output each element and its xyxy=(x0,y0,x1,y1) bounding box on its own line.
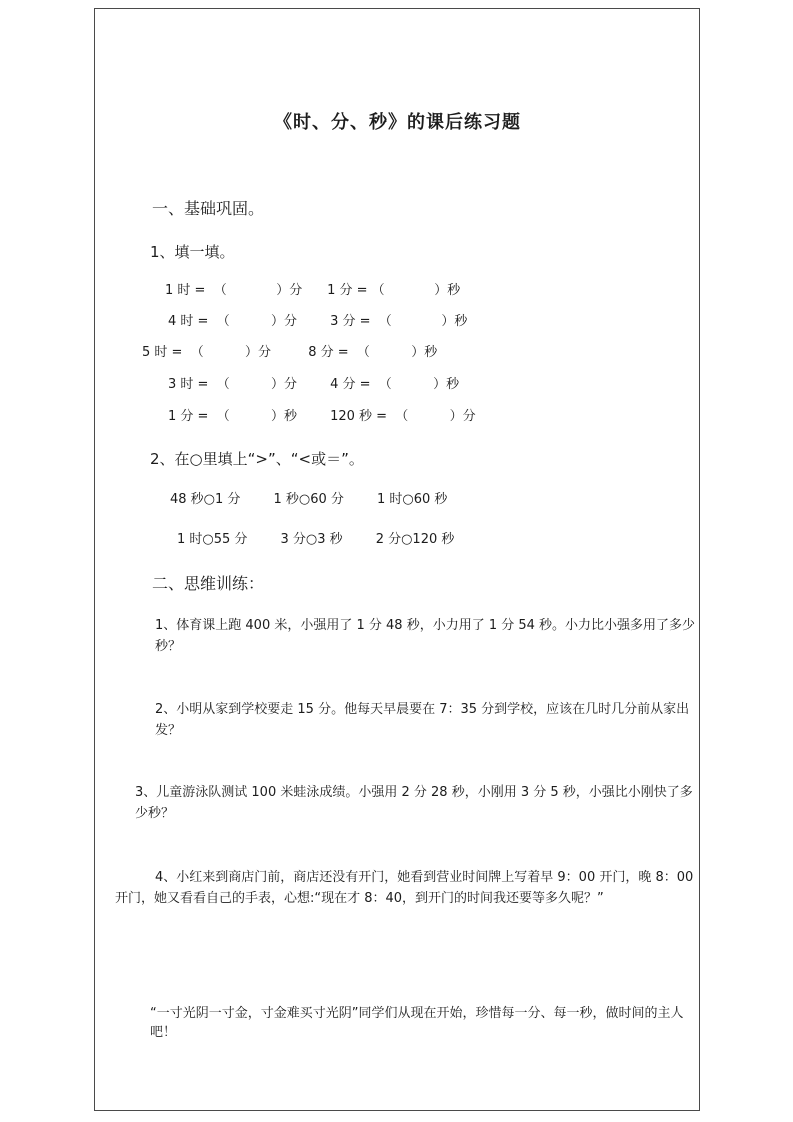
fill-in-label: 1、填一填。 xyxy=(150,243,235,261)
compare-line: 1 时○55 分 3 分○3 秒 2 分○120 秒 xyxy=(177,532,455,547)
compare-line: 48 秒○1 分 1 秒○60 分 1 时○60 秒 xyxy=(170,492,448,507)
fill-in-line: 3 时 = （ ）分 4 分 = （ ）秒 xyxy=(168,377,460,392)
word-problem-1: 1、体育课上跑 400 米，小强用了 1 分 48 秒，小力用了 1 分 54 秒。小力比小强多用了多少秒？ xyxy=(155,618,696,654)
word-problem-4: 4、小红来到商店门前，商店还没有开门，她看到营业时间牌上写着早 9：00 开门，晚 8：00 开门，她又看看自己的手表，心想:“现在才 8：40，到开门的时间我还要等多久呢？” xyxy=(115,870,698,906)
page-content xyxy=(95,8,700,1111)
section-1-heading: 一、基础巩固。 xyxy=(152,199,265,218)
fill-in-line: 4 时 = （ ）分 3 分 = （ ）秒 xyxy=(168,314,468,329)
fill-in-line: 1 时 = （ ）分 1 分 = （ ）秒 xyxy=(165,283,461,298)
fill-in-line: 1 分 = （ ）秒 120 秒 = （ ）分 xyxy=(168,409,476,424)
footer-quote: “一寸光阴一寸金，寸金难买寸光阴”同学们从现在开始，珍惜每一分、每一秒，做时间的主人吧！ xyxy=(150,1006,684,1040)
fill-in-line: 5 时 = （ ）分 8 分 = （ ）秒 xyxy=(142,345,438,360)
word-problem-2: 2、小明从家到学校要走 15 分。他每天早晨要在 7：35 分到学校，应该在几时几分前从家出发？ xyxy=(155,702,690,738)
word-problem-3: 3、儿童游泳队测试 100 米蛙泳成绩。小强用 2 分 28 秒，小刚用 3 分 5 秒，小强比小刚快了多少秒？ xyxy=(135,785,693,821)
page-title: 《时、分、秒》的课后练习题 xyxy=(274,112,521,133)
section-2-heading: 二、思维训练： xyxy=(152,574,265,593)
compare-label: 2、在○里填上“>”、“<或＝”。 xyxy=(150,450,364,468)
